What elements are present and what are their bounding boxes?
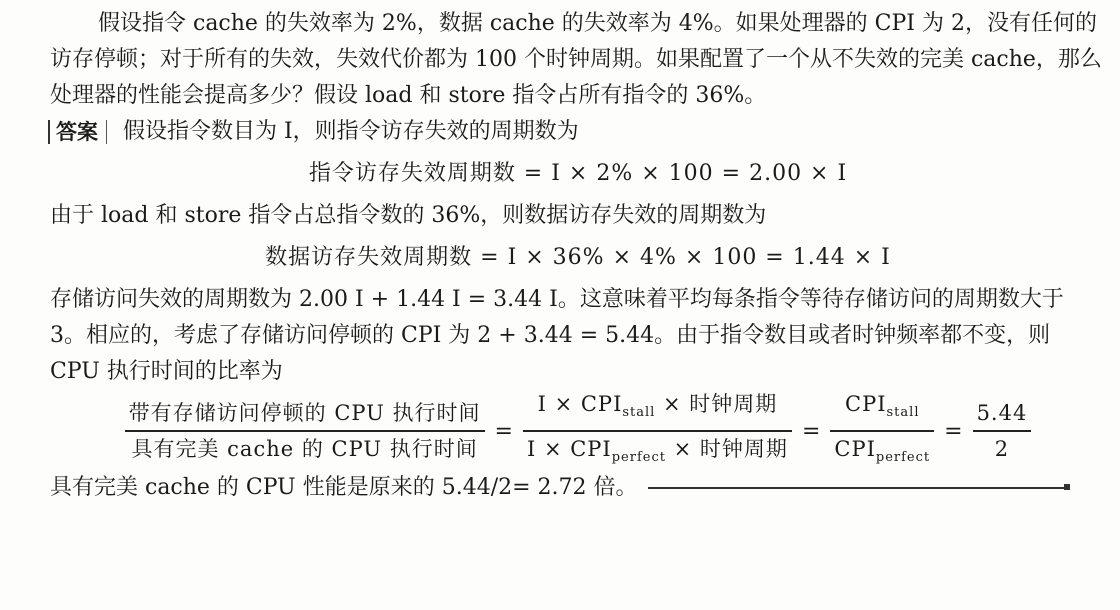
answer-label-text: 答案 [56,120,98,144]
denominator-cpi-label: CPI [834,436,876,461]
denominator-cpi-text: I × CPI [526,436,612,461]
end-of-answer-rule [648,487,1068,489]
fraction-cpi [830,387,934,475]
fraction-cpu-time-numerator: 带有存储访问停顿的 CPU 执行时间 [128,401,481,426]
conclusion-text: 具有完美 cache 的 CPU 性能是原来的 5.44/2= 2.72 倍。 [50,475,638,500]
numerator-cpi-label: CPI [845,392,887,417]
equals-sign: = [944,418,963,444]
execution-time-ratio-equation [50,392,1106,470]
numerator-cpi-subscript: stall [622,405,656,421]
equals-sign: = [801,418,821,444]
data-miss-paragraph: 由于 load 和 store 指令占总指令数的 36%，则数据访存失效的周期数为 [50,203,767,228]
conclusion-line [50,470,1106,506]
fraction-cpi-clock [523,387,792,475]
numerator-clock-text: × 时钟周期 [655,392,778,417]
numerator-stall-subscript: stall [886,405,920,421]
total-miss-paragraph: 存储访问失效的周期数为 2.00 I + 1.44 I = 3.44 I。这意味着平均每条指令等待存储访问的周期数大于 3。相应的，考虑了存储访问停顿的 CPI 为 2 + 3.44 = 5.44。由于指令数目或者时钟频率都不变，则 CPU 执行时间的比率为 [50,287,1064,384]
answer-label-left-bar [48,120,50,144]
fraction-values-numerator: 5.44 [976,401,1028,426]
answer-label-divider [106,120,107,144]
equation-data-miss-cycles: 数据访存失效周期数 = I × 36% × 4% × 100 = 1.44 × I [265,245,891,270]
fraction-cpi-denominator [830,432,934,475]
equation-instruction-miss-cycles: 指令访存失效周期数 = I × 2% × 100 = 2.00 × I [308,161,848,186]
fraction-cpi-clock-numerator [534,387,782,430]
fraction-cpi-clock-denominator [523,432,792,475]
denominator-clock-text: × 时钟周期 [665,436,788,461]
question-paragraph: 假设指令 cache 的失效率为 2%，数据 cache 的失效率为 4%。如果处理器的 CPI 为 2，没有任何的访存停顿；对于所有的失效，失效代价都为 100 个时钟周期。如果配置了一个从不失效的完美 cache，那么处理器的性能会提高多少？假设 load 和 store 指令占所有指令的 36%。 [50,11,1102,108]
fraction-cpu-time-denominator: 具有完美 cache 的 CPU 执行时间 [131,436,478,461]
fraction-values [973,396,1032,466]
fraction-cpu-time [125,396,485,466]
denominator-perfect-subscript: perfect [875,449,931,465]
answer-label [48,114,115,150]
numerator-cpi-text: I × CPI [537,392,623,417]
fraction-cpi-numerator [841,387,923,430]
answer-intro-line [50,114,1106,150]
fraction-values-denominator: 2 [994,436,1010,461]
denominator-cpi-subscript: perfect [611,449,666,465]
answer-intro-text: 假设指令数目为 I，则指令访存失效的周期数为 [123,119,579,144]
equals-sign: = [494,418,513,444]
